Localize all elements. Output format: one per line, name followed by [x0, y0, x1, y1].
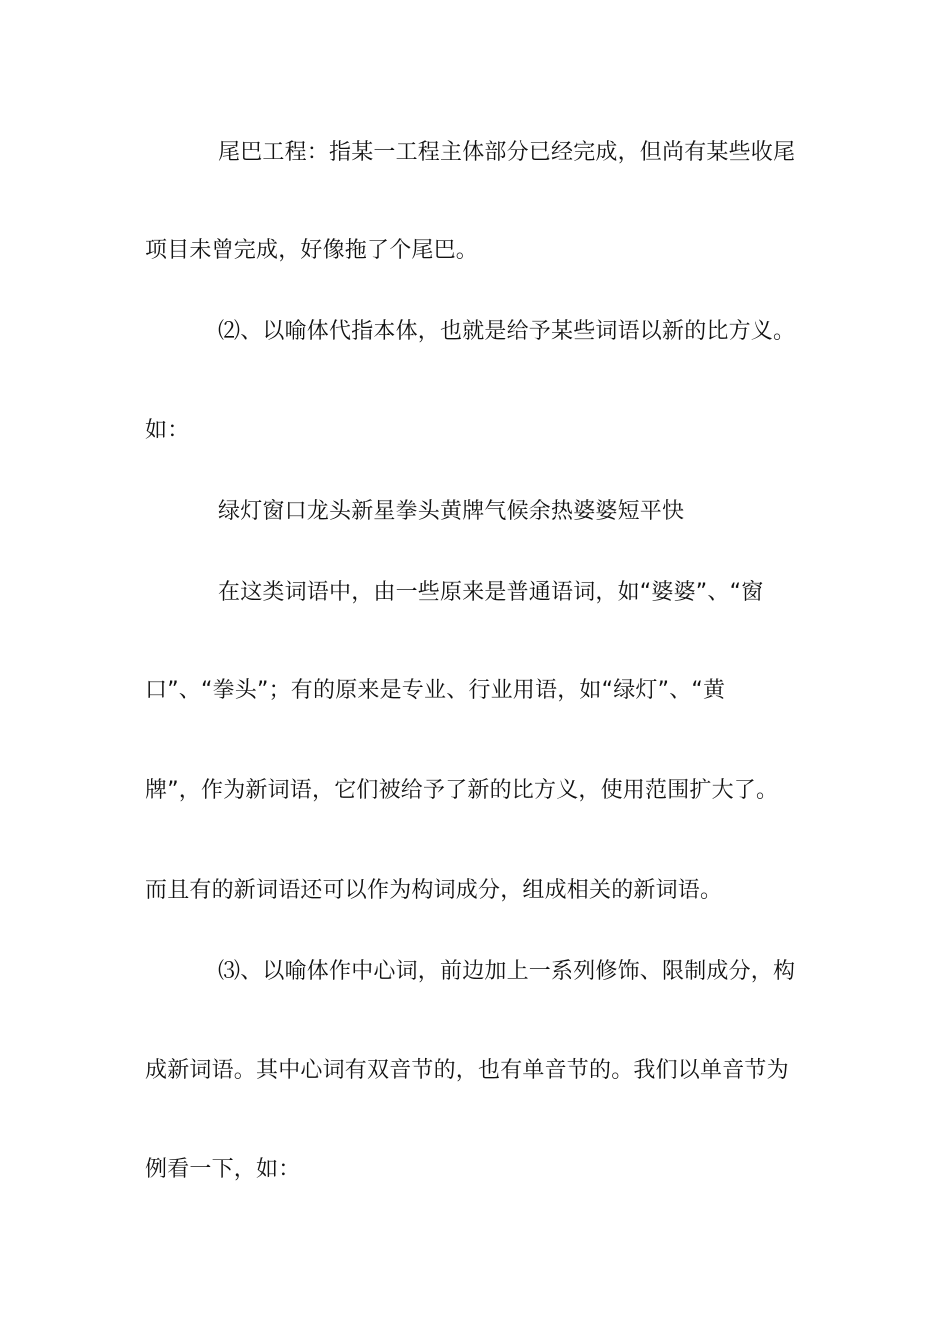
text-line-5: 绿灯窗口龙头新星拳头黄牌气候余热婆婆短平快 — [218, 499, 685, 524]
text-line-2: 项目未曾完成，好像拖了个尾巴。 — [145, 238, 479, 263]
text-line-11: 成新词语。其中心词有双音节的，也有单音节的。我们以单音节为 — [145, 1058, 789, 1083]
text-line-10: ⑶、以喻体作中心词，前边加上一系列修饰、限制成分，构 — [218, 959, 796, 984]
text-line-4: 如： — [145, 418, 190, 443]
text-line-7: 口”、“拳头”；有的原来是专业、行业用语，如“绿灯”、“黄 — [145, 678, 726, 703]
text-line-3: ⑵、以喻体代指本体，也就是给予某些词语以新的比方义。 — [218, 319, 796, 344]
text-line-1: 尾巴工程：指某一工程主体部分已经完成，但尚有某些收尾 — [218, 140, 796, 165]
text-line-8: 牌”，作为新词语，它们被给予了新的比方义，使用范围扩大了。 — [145, 778, 779, 803]
text-line-6: 在这类词语中，由一些原来是普通语词，如“婆婆”、“窗 — [218, 580, 764, 605]
text-line-9: 而且有的新词语还可以作为构词成分，组成相关的新词语。 — [145, 878, 723, 903]
text-line-12: 例看一下，如： — [145, 1157, 301, 1182]
